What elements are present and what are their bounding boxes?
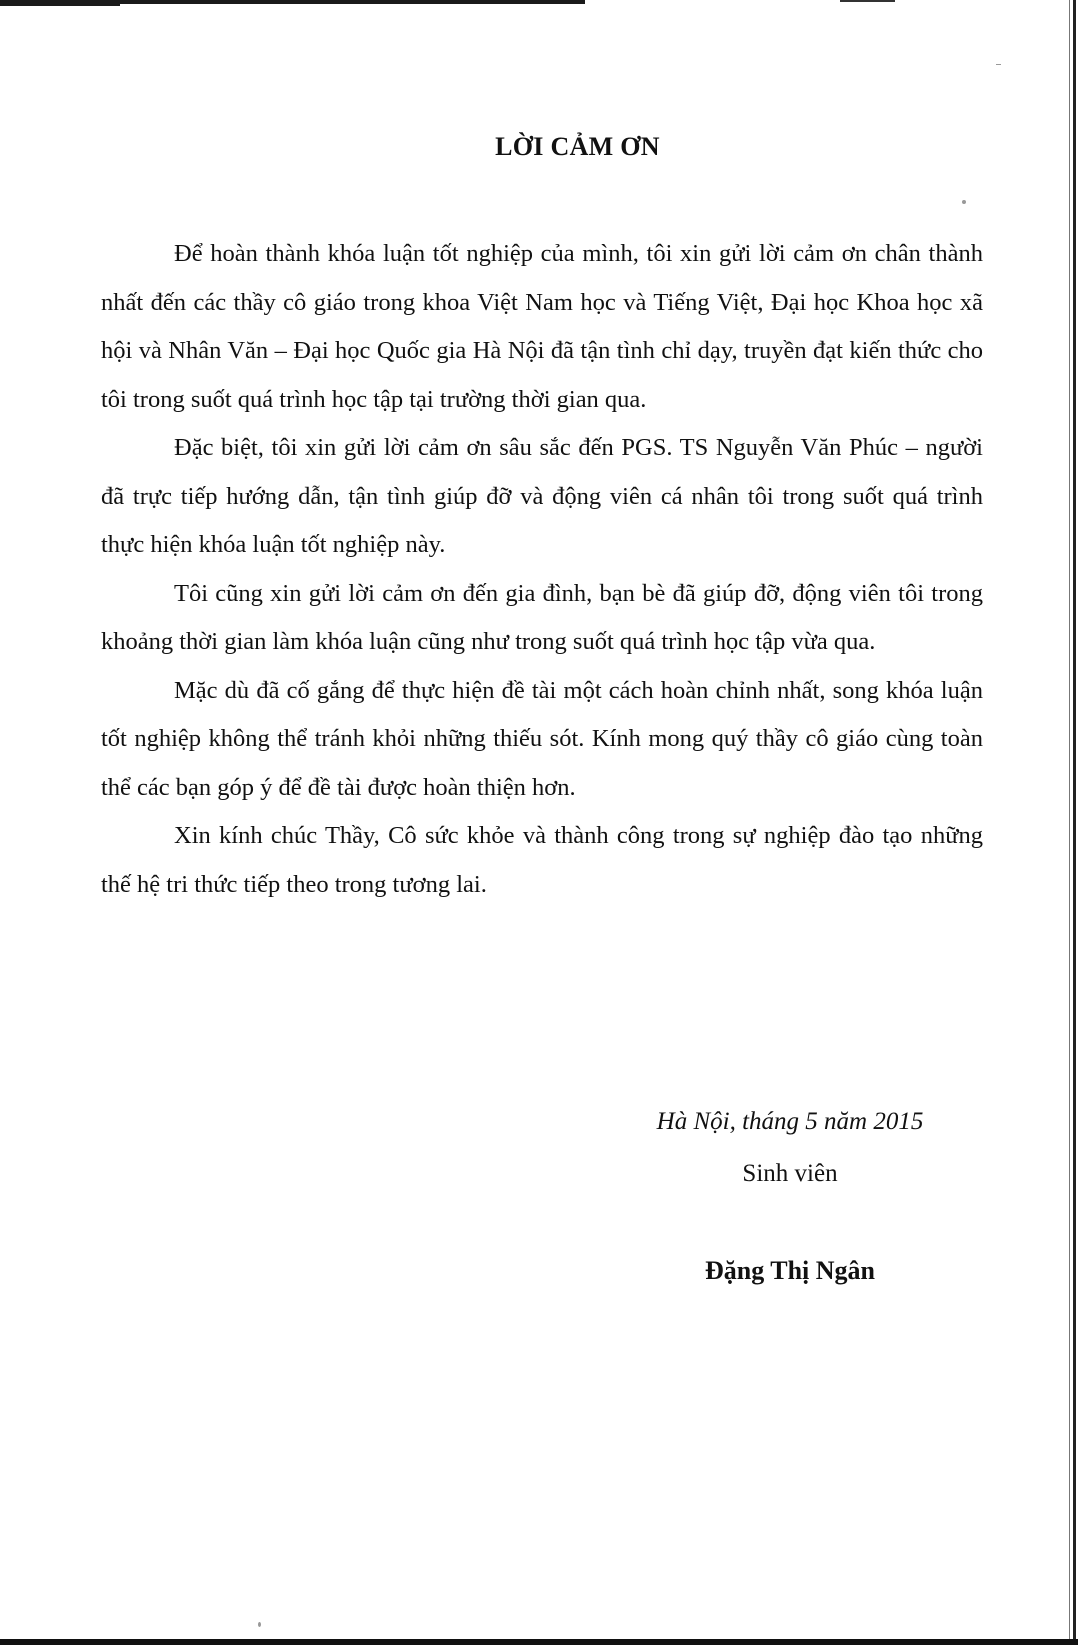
scan-speck xyxy=(258,1622,261,1627)
paragraph: Xin kính chúc Thầy, Cô sức khỏe và thành công trong sự nghiệp đào tạo những thế hệ tri thức tiếp theo trong tương lai. xyxy=(101,822,983,898)
scan-speck xyxy=(962,200,966,204)
scan-edge-right-thin xyxy=(1069,0,1070,1645)
scan-edge-top-thin xyxy=(0,4,120,6)
page-title: LỜI CẢM ƠN xyxy=(495,132,660,161)
signature-name: Đặng Thị Ngân xyxy=(704,1256,876,1285)
signature-date: Hà Nội, tháng 5 năm 2015 xyxy=(656,1108,924,1135)
scan-edge-right xyxy=(1073,0,1076,1645)
paragraph: Mặc dù đã cố gắng để thực hiện đề tài một cách hoàn chỉnh nhất, song khóa luận tốt nghiệp không thể tránh khỏi những thiếu sót. Kính mong quý thầy cô giáo cùng toàn thể các bạn góp ý để đề tài được hoàn thiện hơn. xyxy=(101,676,983,801)
scan-edge-bottom xyxy=(0,1639,1078,1645)
scan-speck xyxy=(996,64,1001,65)
paragraph: Đặc biệt, tôi xin gửi lời cảm ơn sâu sắc đến PGS. TS Nguyễn Văn Phúc – người đã trực tiếp hướng dẫn, tận tình giúp đỡ và động viên cá nhân tôi trong suốt quá trình thực hiện khóa luận tốt nghiệp này. xyxy=(101,434,983,558)
paragraph: Để hoàn thành khóa luận tốt nghiệp của mình, tôi xin gửi lời cảm ơn chân thành nhất đến các thầy cô giáo trong khoa Việt Nam học và Tiếng Việt, Đại học Khoa học xã hội và Nhân Văn – Đại học Quốc gia Hà Nội đã tận tình chỉ dạy, truyền đạt kiến thức cho tôi trong suốt quá trình học tập tại trường thời gian qua. xyxy=(101,240,983,413)
signature-role: Sinh viên xyxy=(742,1160,838,1187)
acknowledgement-body xyxy=(101,230,983,909)
paragraph: Tôi cũng xin gửi lời cảm ơn đến gia đình, bạn bè đã giúp đỡ, động viên tôi trong khoảng thời gian làm khóa luận cũng như trong suốt quá trình học tập vừa qua. xyxy=(101,579,983,655)
scan-edge-top-right xyxy=(840,0,895,2)
